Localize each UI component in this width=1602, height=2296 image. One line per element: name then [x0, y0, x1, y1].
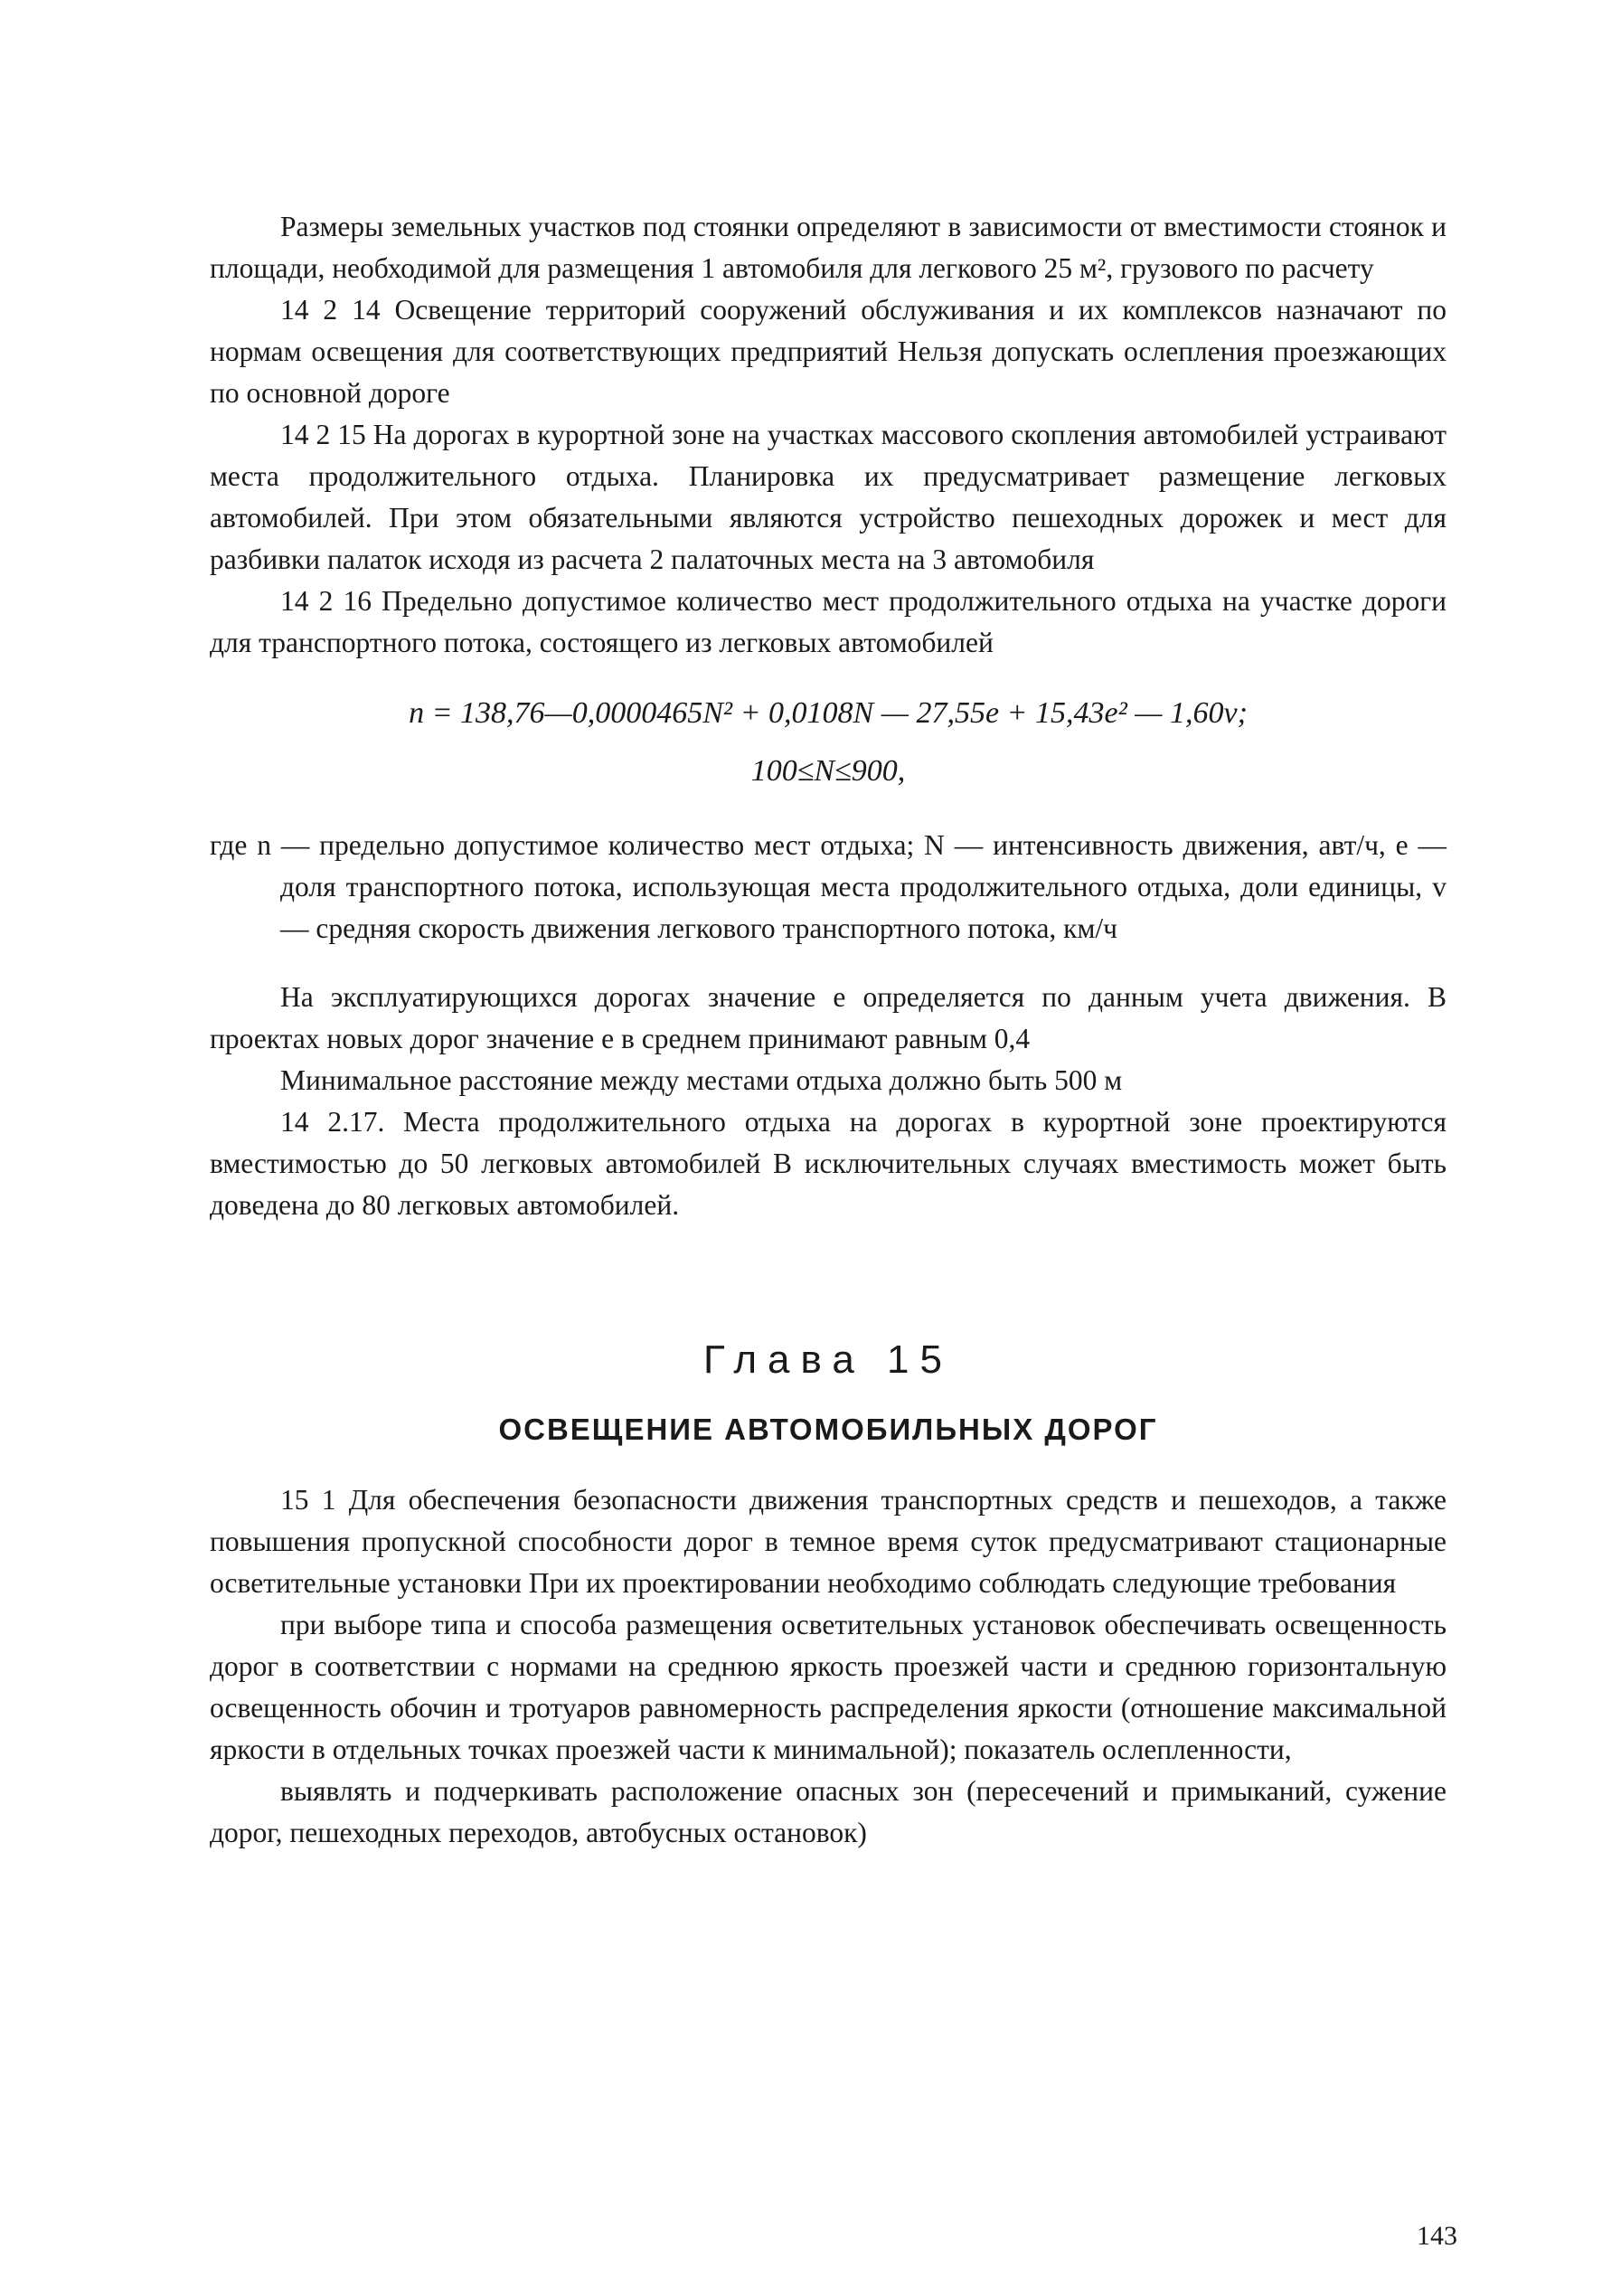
- paragraph-lighting-choice: при выборе типа и способа размещения осветительных установок обеспечивать освещенность дорог в соответствии с нормами на среднюю яркость проезжей части и среднюю горизонтальную освещенность обочин и тротуаров равномерность распределения яркости (отношение максимальной яркости в отдельных точках проезжей части к минимальной); показатель ослепленности,: [210, 1609, 1447, 1765]
- paragraph-15-1: 15 1 Для обеспечения безопасности движения транспортных средств и пешеходов, а также повышения пропускной способности дорог в темное время суток предусматривают стационарные осветительные установки При их проектировании необходимо соблюдать следующие требования: [210, 1484, 1447, 1599]
- paragraph-min-distance: Минимальное расстояние между местами отдыха должно быть 500 м: [280, 1064, 1123, 1096]
- formula: n = 138,76—0,0000465N² + 0,0108N — 27,55e + 15,43e² — 1,60v;: [409, 696, 1248, 730]
- paragraph-14-2-16: 14 2 16 Предельно допустимое количество мест продолжительного отдыха на участке дороги для транспортного потока, состоящего из легковых автомобилей: [210, 585, 1447, 658]
- paragraph-14-2-15: 14 2 15 На дорогах в курортной зоне на участках массового скопления автомобилей устраивают места продолжительного отдыха. Планировка их предусматривает размещение легковых автомобилей. При этом обязательными являются устройство пешеходных дорожек и мест для разбивки палаток исходя из расчета 2 палаточных места на 3 автомобиля: [210, 419, 1447, 575]
- paragraph-parking-area: Размеры земельных участков под стоянки определяют в зависимости от вместимости стоянок и площади, необходимой для размещения 1 автомобиля для легкового 25 м², грузового по расчету: [210, 211, 1447, 284]
- paragraph-danger-zones: выявлять и подчеркивать расположение опасных зон (пересечений и примыканий, сужение дорог, пешеходных переходов, автобусных остановок): [210, 1775, 1447, 1848]
- page-number: 143: [1417, 2221, 1457, 2251]
- document-page: [210, 206, 1447, 1854]
- paragraph-e-value: На эксплуатирующихся дорогах значение e определяется по данным учета движения. В проектах новых дорог значение e в среднем принимают равным 0,4: [210, 981, 1447, 1054]
- paragraph-14-2-14: 14 2 14 Освещение территорий сооружений обслуживания и их комплексов назначают по нормам освещения для соответствующих предприятий Нельзя допускать ослепления проезжающих по основной дороге: [210, 294, 1447, 409]
- formula-condition: 100≤N≤900,: [750, 754, 906, 788]
- chapter-label: Глава 15: [702, 1337, 954, 1382]
- chapter-title: ОСВЕЩЕНИЕ АВТОМОБИЛЬНЫХ ДОРОГ: [498, 1413, 1158, 1446]
- paragraph-14-2-17: 14 2.17. Места продолжительного отдыха на дорогах в курортной зоне проектируются вместимостью до 50 легковых автомобилей В исключительных случаях вместимость может быть доведена до 80 легковых автомобилей.: [210, 1106, 1447, 1221]
- formula-legend: где n — предельно допустимое количество мест отдыха; N — интенсивность движения, авт/ч, e — доля транспортного потока, использующая места продолжительного отдыха, доли единицы, v — средняя скорость движения легкового транспортного потока, км/ч: [210, 829, 1447, 944]
